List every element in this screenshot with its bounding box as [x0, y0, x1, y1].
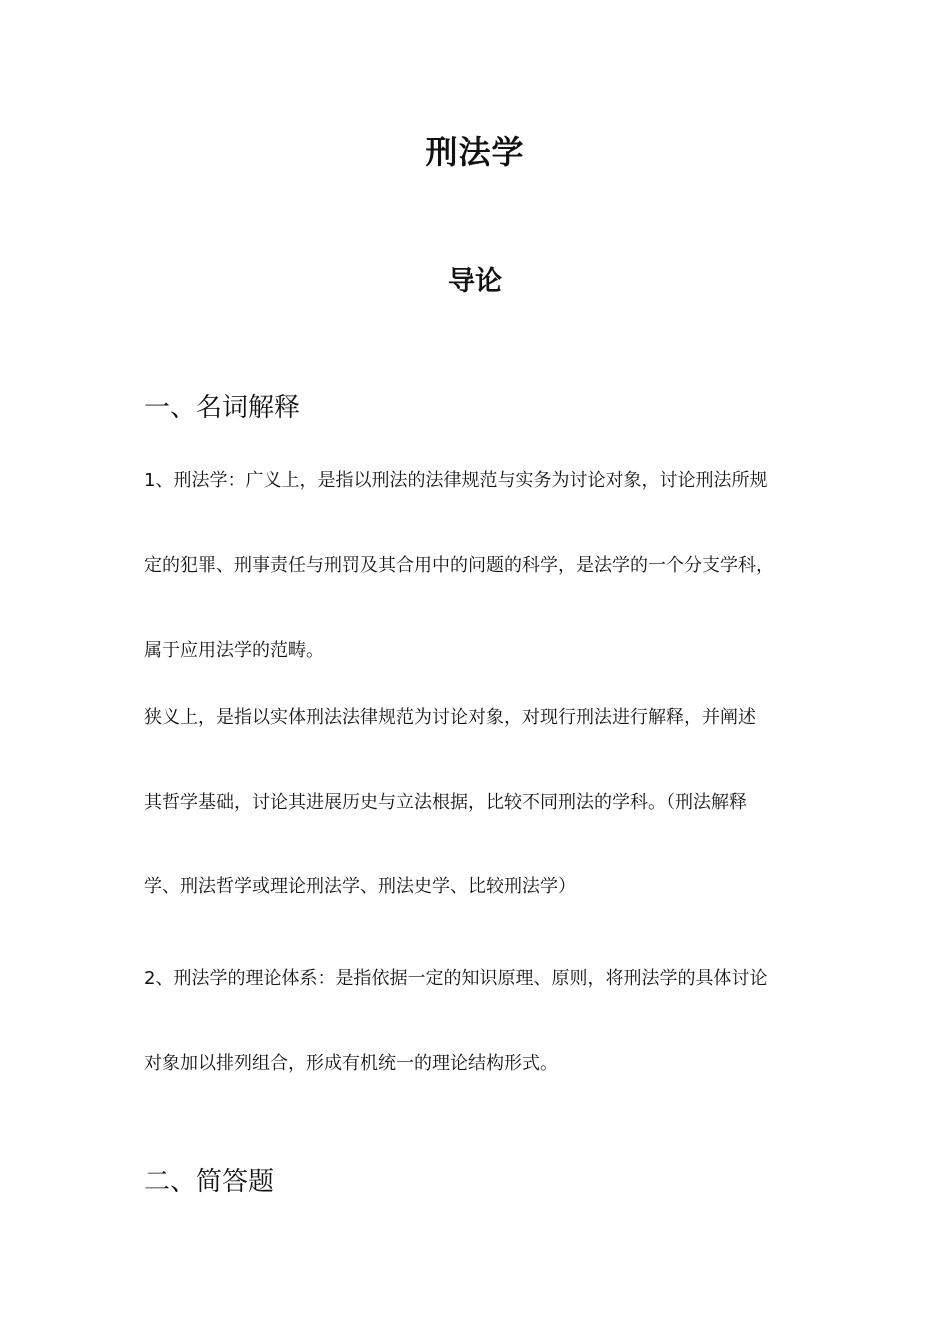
paragraph-line: 定的犯罪、刑事责任与刑罚及其合用中的问题的科学，是法学的一个分支学科，: [144, 555, 774, 576]
section-heading-short-answer: 二、简答题: [144, 1167, 275, 1197]
paragraph-line: 狭义上，是指以实体刑法法律规范为讨论对象，对现行刑法进行解释，并阐述: [144, 707, 756, 728]
paragraph-line: 学、刑法哲学或理论刑法学、刑法史学、比较刑法学）: [144, 876, 576, 897]
paragraph-line: 对象加以排列组合，形成有机统一的理论结构形式。: [144, 1053, 558, 1074]
paragraph-line: 2、刑法学的理论体系：是指依据一定的知识原理、原则，将刑法学的具体讨论: [144, 968, 768, 989]
paragraph-line: 其哲学基础，讨论其进展历史与立法根据，比较不同刑法的学科。（刑法解释: [144, 792, 747, 813]
paragraph-line: 属于应用法学的范畴。: [144, 640, 324, 661]
chapter-title: 导论: [448, 266, 502, 297]
document-title: 刑法学: [425, 133, 525, 171]
section-heading-terms: 一、名词解释: [144, 393, 301, 423]
paragraph-line: 1、刑法学：广义上，是指以刑法的法律规范与实务为讨论对象，讨论刑法所规: [144, 470, 768, 491]
